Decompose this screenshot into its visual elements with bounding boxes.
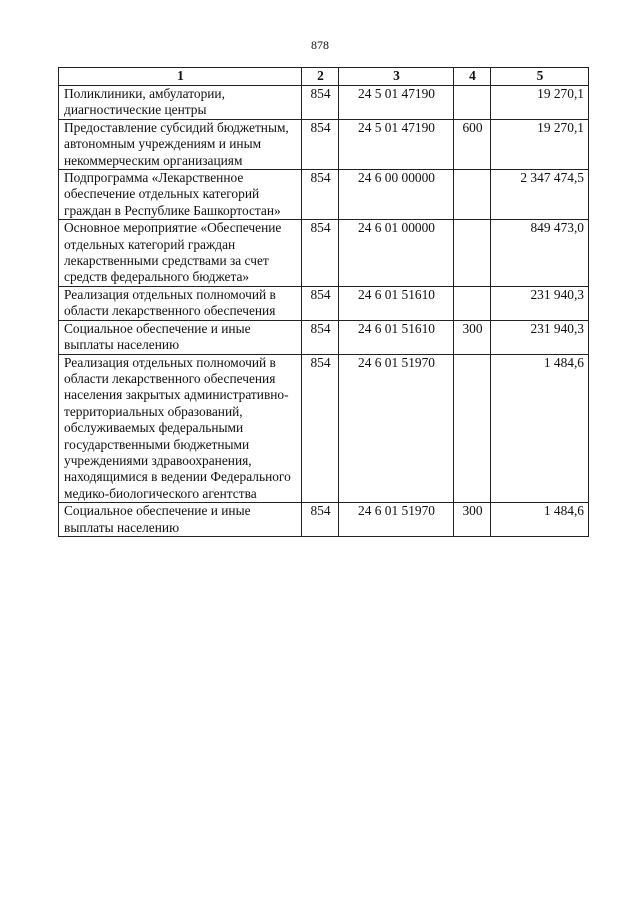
table-row: [59, 86, 589, 120]
row-amount: 19 270,1: [491, 119, 589, 169]
row-expense-type: [454, 170, 491, 220]
column-header-4: 4: [454, 68, 491, 86]
table-row: [59, 220, 589, 287]
row-name: Социальное обеспечение и иные выплаты населению: [59, 320, 302, 354]
row-expense-type: 300: [454, 503, 491, 537]
row-target-article: 24 5 01 47190: [339, 86, 454, 120]
row-expense-type: [454, 220, 491, 287]
table-row: [59, 503, 589, 537]
row-name: Социальное обеспечение и иные выплаты населению: [59, 503, 302, 537]
row-amount: 19 270,1: [491, 86, 589, 120]
row-target-article: 24 6 01 51970: [339, 354, 454, 503]
row-target-article: 24 6 01 51610: [339, 286, 454, 320]
row-amount: 1 484,6: [491, 354, 589, 503]
header-row: [59, 68, 589, 86]
row-amount: 231 940,3: [491, 320, 589, 354]
page-number: 878: [311, 38, 329, 52]
row-amount: 2 347 474,5: [491, 170, 589, 220]
row-amount: 231 940,3: [491, 286, 589, 320]
row-code: 854: [302, 286, 339, 320]
row-name: Предоставление субсидий бюджетным, автономным учреждениям и иным некоммерческим организациям: [59, 119, 302, 169]
column-header-3: 3: [339, 68, 454, 86]
row-target-article: 24 6 00 00000: [339, 170, 454, 220]
row-code: 854: [302, 220, 339, 287]
table-header: [59, 68, 589, 86]
row-expense-type: [454, 86, 491, 120]
table-row: [59, 170, 589, 220]
row-code: 854: [302, 119, 339, 169]
row-expense-type: 300: [454, 320, 491, 354]
table-body: [59, 86, 589, 537]
row-target-article: 24 6 01 00000: [339, 220, 454, 287]
row-name: Реализация отдельных полномочий в области лекарственного обеспечения: [59, 286, 302, 320]
row-code: 854: [302, 320, 339, 354]
row-expense-type: [454, 354, 491, 503]
row-name: Основное мероприятие «Обеспечение отдельных категорий граждан лекарственными средствами за счет средств федерального бюджета»: [59, 220, 302, 287]
row-code: 854: [302, 170, 339, 220]
column-header-1: 1: [59, 68, 302, 86]
budget-table: [58, 67, 589, 537]
row-code: 854: [302, 86, 339, 120]
row-target-article: 24 5 01 47190: [339, 119, 454, 169]
column-header-5: 5: [491, 68, 589, 86]
row-target-article: 24 6 01 51970: [339, 503, 454, 537]
row-code: 854: [302, 503, 339, 537]
row-name: Реализация отдельных полномочий в области лекарственного обеспечения населения закрытых административно-территориальных образований, обслуживаемых федеральными государственными бюджетными учреждениями здравоохранения, находящимися в ведении Федерального медико-биологического агентства: [59, 354, 302, 503]
row-name: Поликлиники, амбулатории, диагностические центры: [59, 86, 302, 120]
row-amount: 849 473,0: [491, 220, 589, 287]
table-row: [59, 119, 589, 169]
row-amount: 1 484,6: [491, 503, 589, 537]
table-row: [59, 320, 589, 354]
table-row: [59, 286, 589, 320]
row-expense-type: [454, 286, 491, 320]
row-expense-type: 600: [454, 119, 491, 169]
row-name: Подпрограмма «Лекарственное обеспечение отдельных категорий граждан в Республике Башкортостан»: [59, 170, 302, 220]
table-row: [59, 354, 589, 503]
column-header-2: 2: [302, 68, 339, 86]
row-target-article: 24 6 01 51610: [339, 320, 454, 354]
row-code: 854: [302, 354, 339, 503]
